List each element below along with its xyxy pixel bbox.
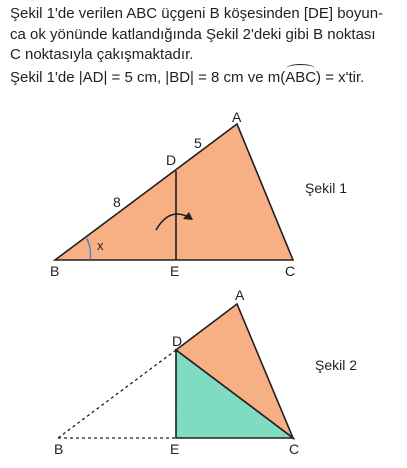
point-c-label: C bbox=[285, 263, 296, 279]
length-ad-label: 5 bbox=[194, 135, 202, 151]
original-side-bd-dashed bbox=[58, 350, 176, 438]
figure-1 bbox=[50, 109, 347, 279]
given-suffix: ) = x'tir. bbox=[316, 68, 365, 86]
figure-2-caption: Şekil 2 bbox=[315, 357, 358, 373]
given-prefix: Şekil 1'de |AD| = 5 cm, |BD| = 8 cm ve m( bbox=[10, 68, 286, 86]
point-a-label: A bbox=[232, 109, 242, 125]
problem-line-3: C noktasıyla çakışmaktadır. bbox=[10, 46, 194, 63]
point-e-label: E bbox=[170, 263, 180, 279]
point-b-label: B bbox=[50, 263, 60, 279]
point-d-label: D bbox=[166, 152, 177, 168]
point-e2-label: E bbox=[170, 441, 180, 457]
problem-line-2: ca ok yönünde katlandığında Şekil 2'deki gibi B noktası bbox=[10, 25, 376, 43]
length-bd-label: 8 bbox=[113, 194, 121, 210]
point-b2-label: B bbox=[54, 441, 64, 457]
point-d2-label: D bbox=[172, 333, 183, 349]
figure-2 bbox=[54, 287, 357, 457]
angle-x-label: x bbox=[97, 238, 104, 253]
problem-line-1: Şekil 1'de verilen ABC üçgeni B köşesinden [DE] boyun- bbox=[10, 5, 384, 22]
point-c2-label: C bbox=[289, 441, 300, 457]
point-a2-label: A bbox=[235, 287, 245, 303]
triangle-abc bbox=[55, 124, 293, 260]
figure-1-caption: Şekil 1 bbox=[305, 180, 348, 196]
angle-abc-notation: ABC bbox=[285, 68, 316, 89]
